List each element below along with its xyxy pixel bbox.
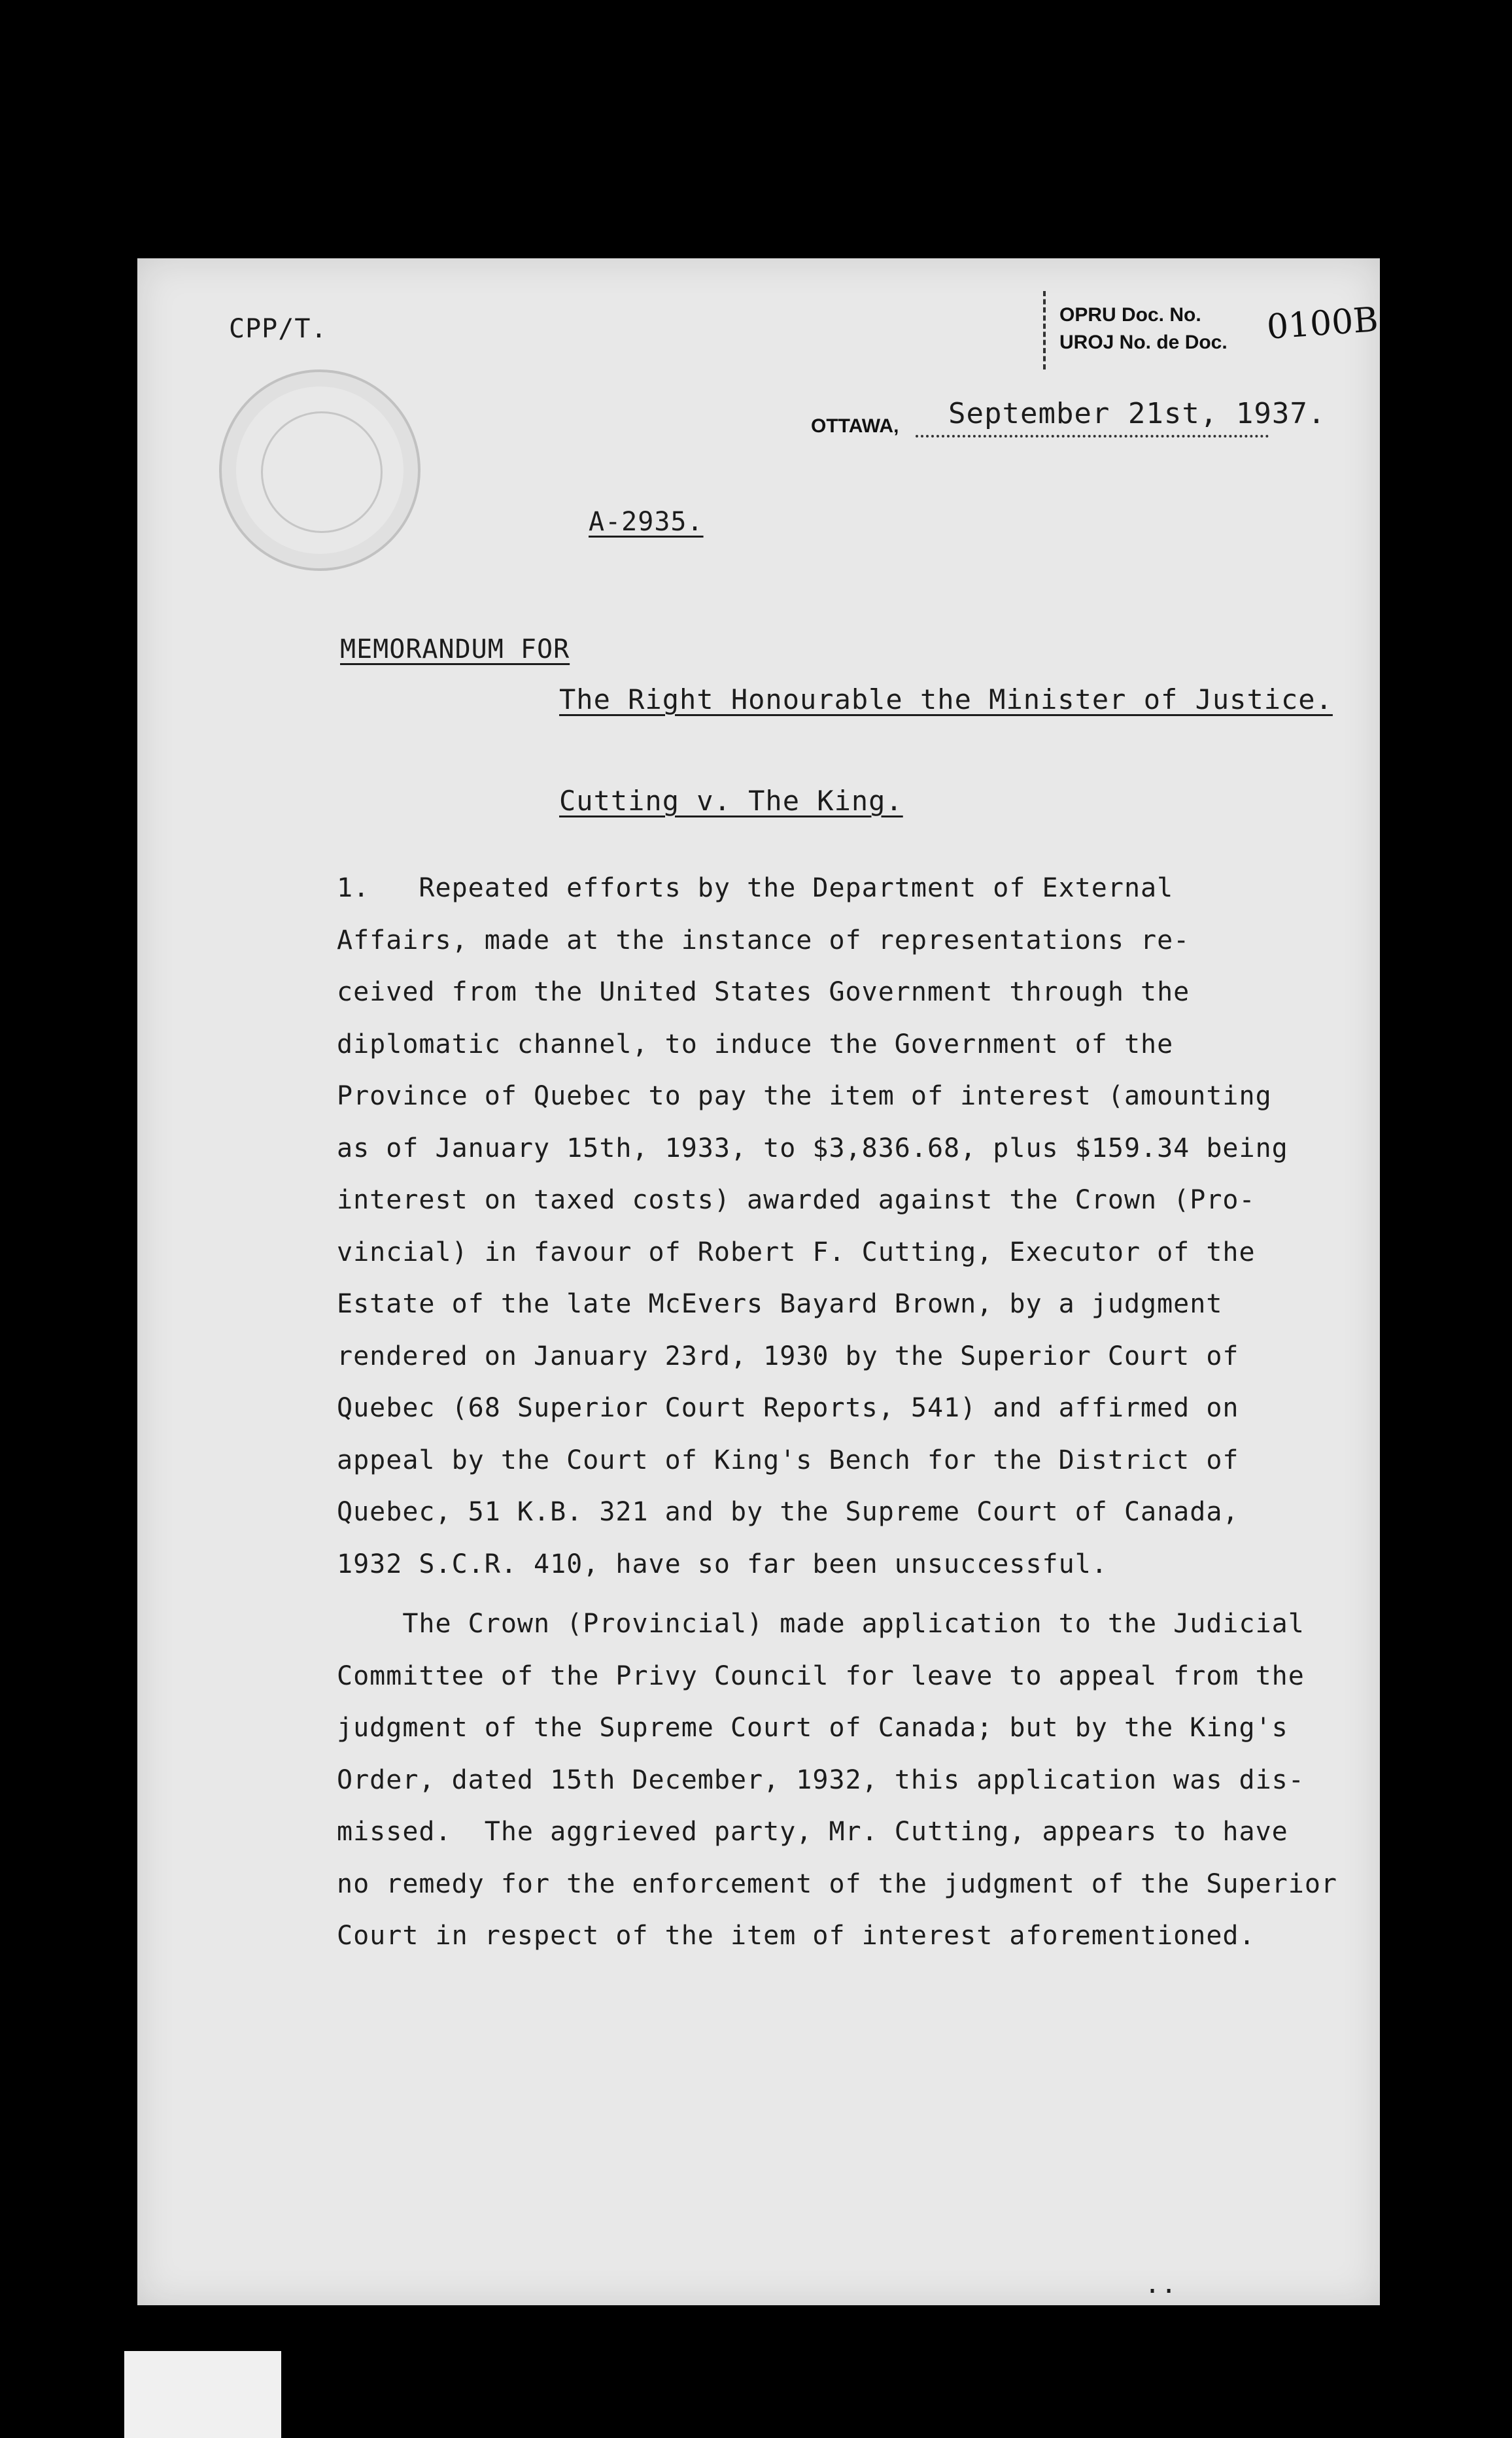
body-text-line: 1. Repeated efforts by the Department of External <box>337 873 1174 903</box>
seal-crest <box>261 411 383 533</box>
body-text-line: The Crown (Provincial) made application to the Judicial <box>337 1609 1305 1639</box>
body-text-line: diplomatic channel, to induce the Government of the <box>337 1029 1174 1059</box>
memo-date: September 21st, 1937. <box>948 397 1326 430</box>
punch-hole <box>78 790 120 832</box>
case-title: Cutting v. The King. <box>559 785 903 817</box>
body-text-line: Order, dated 15th December, 1932, this application was dis- <box>337 1764 1305 1795</box>
body-text-line: rendered on January 23rd, 1930 by the Superior Court of <box>337 1341 1239 1371</box>
addressee: The Right Honourable the Minister of Justice. <box>559 683 1333 715</box>
body-text-line: Quebec, 51 K.B. 321 and by the Supreme Court of Canada, <box>337 1497 1239 1527</box>
body-text-line: as of January 15th, 1933, to $3,836.68, plus $159.34 being <box>337 1133 1288 1163</box>
handwritten-doc-number: 0100B <box>1265 300 1380 347</box>
ottawa-label: OTTAWA, <box>811 415 899 437</box>
body-text-line: Quebec (68 Superior Court Reports, 541) and affirmed on <box>337 1393 1239 1423</box>
body-text-line: judgment of the Supreme Court of Canada; but by the King's <box>337 1713 1288 1743</box>
body-text-line: Court in respect of the item of interest aforementioned. <box>337 1921 1256 1951</box>
body-text-line: missed. The aggrieved party, Mr. Cutting, appears to have <box>337 1817 1288 1847</box>
continuation-mark: .. <box>1144 2269 1178 2299</box>
stamp-doc-no-en: OPRU Doc. No. <box>1059 304 1201 326</box>
document-page <box>137 258 1380 2305</box>
body-text-line: vincial) in favour of Robert F. Cutting, Executor of the <box>337 1237 1256 1267</box>
body-text-line: interest on taxed costs) awarded against the Crown (Pro- <box>337 1185 1256 1215</box>
body-text-line: Affairs, made at the instance of representations re- <box>337 925 1190 955</box>
reference-code: CPP/T. <box>229 314 328 344</box>
punch-hole <box>72 1223 114 1265</box>
body-text-line: ceived from the United States Government through the <box>337 977 1190 1007</box>
body-text-line: Estate of the late McEvers Bayard Brown, by a judgment <box>337 1289 1223 1319</box>
body-text-line: 1932 S.C.R. 410, have so far been unsuccessful. <box>337 1549 1108 1579</box>
embossed-seal <box>219 369 421 571</box>
stamp-doc-no-fr: UROJ No. de Doc. <box>1059 332 1228 353</box>
body-text-line: Province of Quebec to pay the item of interest (amounting <box>337 1081 1272 1111</box>
file-number: A-2935. <box>589 507 704 537</box>
body-text-line: appeal by the Court of King's Bench for the District of <box>337 1445 1239 1475</box>
doc-number-stamp <box>1043 291 1268 369</box>
film-leader-strip <box>124 2351 281 2438</box>
body-text-line: no remedy for the enforcement of the judgment of the Superior <box>337 1868 1338 1899</box>
memo-heading: MEMORANDUM FOR <box>340 634 570 664</box>
body-text-line: Committee of the Privy Council for leave to appeal from the <box>337 1660 1305 1691</box>
